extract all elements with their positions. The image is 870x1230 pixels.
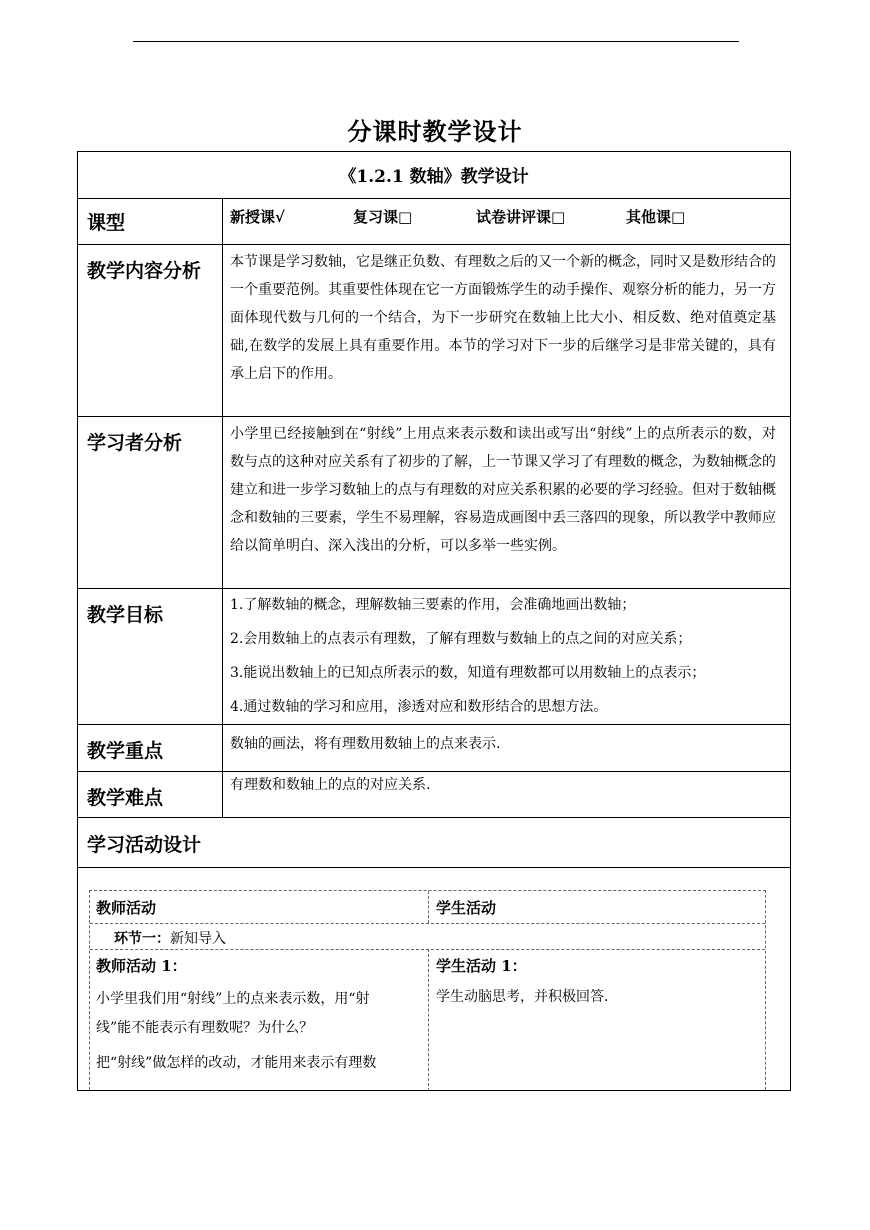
- goals-list: [230, 588, 776, 724]
- text-line: 把“射线”做怎样的改动，才能用来表示有理数: [96, 1055, 377, 1071]
- row-divider: [78, 244, 790, 245]
- row-divider: [78, 198, 790, 199]
- content-analysis-label: 教学内容分析: [87, 260, 202, 282]
- section-title: 新知导入: [170, 931, 226, 947]
- text-line: 小学里我们用“射线”上的点来表示数，用“射: [96, 991, 370, 1007]
- learner-analysis-text: 小学里已经接触到在“射线”上用点来表示数和读出或写出“射线”上的点所表示的数，对数与点的这种对应关系有了初步的了解，上一节课又学习了有理数的概念，为数轴概念的建立和进一步学习数轴上的点与有理数的对应关系积累的必要的学习经验。但对于数轴概念和数轴的三要素，学生不易理解，容易造成画图中丢三落四的现象，所以教学中教师应给以简单明白、深入浅出的分析，可以多举一些实例。: [230, 426, 776, 554]
- section-heading: [114, 928, 226, 948]
- activity-design-label: 学习活动设计: [87, 834, 202, 856]
- teacher-activity-1-text: [96, 985, 422, 1078]
- lesson-title: 《1.2.1 数轴》教学设计: [339, 167, 529, 187]
- lesson-plan-table: [77, 151, 791, 1091]
- goal-item: 2.会用数轴上的点表示有理数，了解有理数与数轴上的点之间的对应关系；: [230, 631, 692, 647]
- course-type-option: 其他课□: [626, 208, 686, 226]
- difficulty-label: 教学难点: [87, 787, 164, 809]
- header-rule: [133, 41, 739, 42]
- teacher-activity-header: 教师活动: [96, 899, 157, 917]
- row-divider: [78, 724, 790, 725]
- student-activity-header: 学生活动: [436, 899, 497, 917]
- course-type-option: 新授课√: [230, 208, 285, 226]
- goal-item: 4.通过数轴的学习和应用，渗透对应和数形结合的思想方法。: [230, 699, 608, 715]
- activities-table: [89, 890, 766, 1091]
- section-label: 环节一：: [114, 931, 170, 947]
- student-activity-1-text: 学生动脑思考，并积极回答.: [436, 989, 609, 1005]
- page-title: 分课时教学设计: [347, 117, 523, 146]
- course-type-label: 课型: [87, 212, 126, 234]
- learner-analysis-label: 学习者分析: [87, 432, 183, 454]
- key-point-label: 教学重点: [87, 740, 164, 762]
- row-divider: [78, 416, 790, 417]
- goals-label: 教学目标: [87, 604, 164, 626]
- course-type-option: 试卷讲评课□: [476, 208, 566, 226]
- column-divider: [428, 949, 429, 1091]
- teacher-activity-1-title: 教师活动 1：: [96, 957, 187, 975]
- text-line: 线”能不能表示有理数呢？为什么？: [96, 1020, 314, 1036]
- row-divider: [78, 867, 790, 868]
- goal-item: 1.了解数轴的概念，理解数轴三要素的作用，会准确地画出数轴；: [230, 597, 636, 613]
- column-divider: [222, 198, 223, 817]
- content-analysis-text: 本节课是学习数轴，它是继正负数、有理数之后的又一个新的概念，同时又是数形结合的一个重要范例。其重要性体现在它一方面锻炼学生的动手操作、观察分析的能力，另一方面体现代数与几何的一个结合，为下一步研究在数轴上比大小、相反数、绝对值奠定基础,在数学的发展上具有重要作用。本节的学习对下一步的后继学习是非常关键的，具有承上启下的作用。: [230, 254, 776, 382]
- row-divider: [90, 923, 765, 924]
- student-activity-1-title: 学生活动 1：: [436, 957, 527, 975]
- key-point-text: 数轴的画法，将有理数用数轴上的点来表示.: [230, 736, 501, 752]
- difficulty-text: 有理数和数轴上的点的对应关系.: [230, 777, 431, 793]
- goal-item: 3.能说出数轴上的已知点所表示的数，知道有理数都可以用数轴上的点表示；: [230, 665, 706, 681]
- column-divider: [428, 891, 429, 923]
- course-type-option: 复习课□: [353, 208, 413, 226]
- row-divider: [78, 817, 790, 818]
